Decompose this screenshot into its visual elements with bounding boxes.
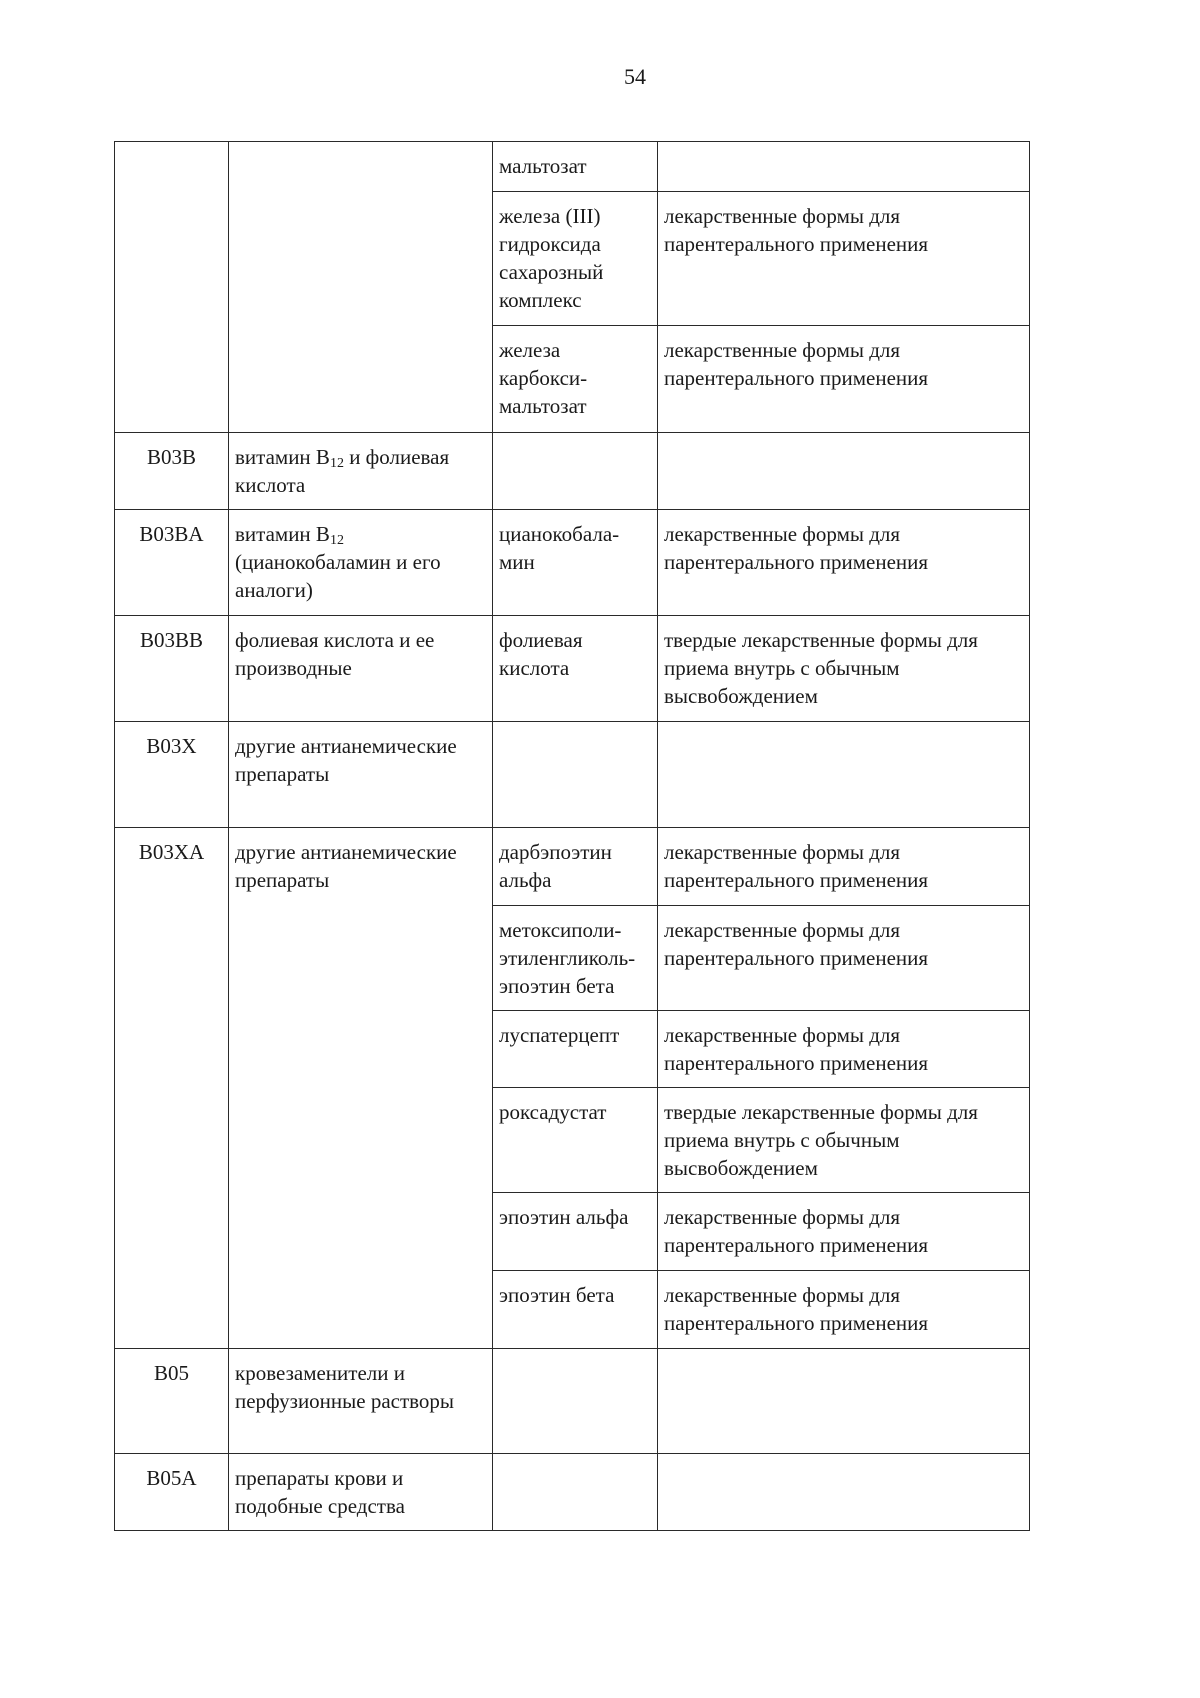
form-cell: лекарственные формы для парентерального применения [658, 192, 1030, 326]
group-cell: другие антианемические препараты [229, 828, 493, 1349]
drug-cell: мальтозат [493, 142, 658, 192]
page-number: 54 [624, 64, 646, 89]
subscript: 12 [329, 533, 344, 548]
table-row [115, 433, 1030, 510]
drug-cell: роксадустат [493, 1088, 658, 1193]
drug-cell: эпоэтин бета [493, 1271, 658, 1349]
form-cell: лекарственные формы для парентерального применения [658, 1271, 1030, 1349]
drug-cell: железа карбокси-мальтозат [493, 326, 658, 433]
form-cell [658, 722, 1030, 828]
drug-cell: цианокобала-мин [493, 510, 658, 616]
group-cell: другие антианемические препараты [229, 722, 493, 828]
medicine-table [114, 141, 1030, 1531]
form-cell [658, 1349, 1030, 1454]
drug-cell [493, 722, 658, 828]
table-row [115, 616, 1030, 722]
form-cell: лекарственные формы для парентерального применения [658, 510, 1030, 616]
form-cell: твердые лекарственные формы для приема внутрь с обычным высвобождением [658, 616, 1030, 722]
form-cell [658, 1454, 1030, 1531]
table-row [115, 1454, 1030, 1531]
code-cell: B05 [115, 1349, 229, 1454]
subscript: 12 [329, 456, 344, 471]
form-cell [658, 433, 1030, 510]
code-cell: B03BB [115, 616, 229, 722]
code-cell: B03BA [115, 510, 229, 616]
table-row [115, 510, 1030, 616]
drug-cell: луспатерцепт [493, 1011, 658, 1088]
form-cell: лекарственные формы для парентерального применения [658, 828, 1030, 906]
code-cell: B03B [115, 433, 229, 510]
form-cell: твердые лекарственные формы для приема внутрь с обычным высвобождением [658, 1088, 1030, 1193]
code-cell: B03X [115, 722, 229, 828]
form-cell: лекарственные формы для парентерального применения [658, 1193, 1030, 1271]
drug-cell [493, 433, 658, 510]
group-text: витамин B [235, 445, 330, 469]
table-row [115, 828, 1030, 906]
drug-cell [493, 1349, 658, 1454]
group-cell: препараты крови и подобные средства [229, 1454, 493, 1531]
group-text: (цианокобаламин и его аналоги) [235, 550, 441, 602]
group-cell: кровезаменители и перфузионные растворы [229, 1349, 493, 1454]
code-cell: B03XA [115, 828, 229, 1349]
group-text: витамин B [235, 522, 330, 546]
table-row [115, 1349, 1030, 1454]
table-row [115, 722, 1030, 828]
form-cell: лекарственные формы для парентерального применения [658, 326, 1030, 433]
drug-cell: дарбэпоэтин альфа [493, 828, 658, 906]
group-cell [229, 142, 493, 433]
form-cell [658, 142, 1030, 192]
drug-cell: фолиевая кислота [493, 616, 658, 722]
form-cell: лекарственные формы для парентерального применения [658, 1011, 1030, 1088]
drug-cell [493, 1454, 658, 1531]
code-cell: B05A [115, 1454, 229, 1531]
group-cell [229, 433, 493, 510]
table-row [115, 142, 1030, 192]
code-cell [115, 142, 229, 433]
drug-cell: эпоэтин альфа [493, 1193, 658, 1271]
group-text: и фолиевая кислота [235, 445, 450, 497]
drug-cell: железа (III) гидроксида сахарозный комплекс [493, 192, 658, 326]
form-cell: лекарственные формы для парентерального применения [658, 906, 1030, 1011]
drug-cell: метоксиполи-этиленгликоль-эпоэтин бета [493, 906, 658, 1011]
group-cell: фолиевая кислота и ее производные [229, 616, 493, 722]
group-cell [229, 510, 493, 616]
